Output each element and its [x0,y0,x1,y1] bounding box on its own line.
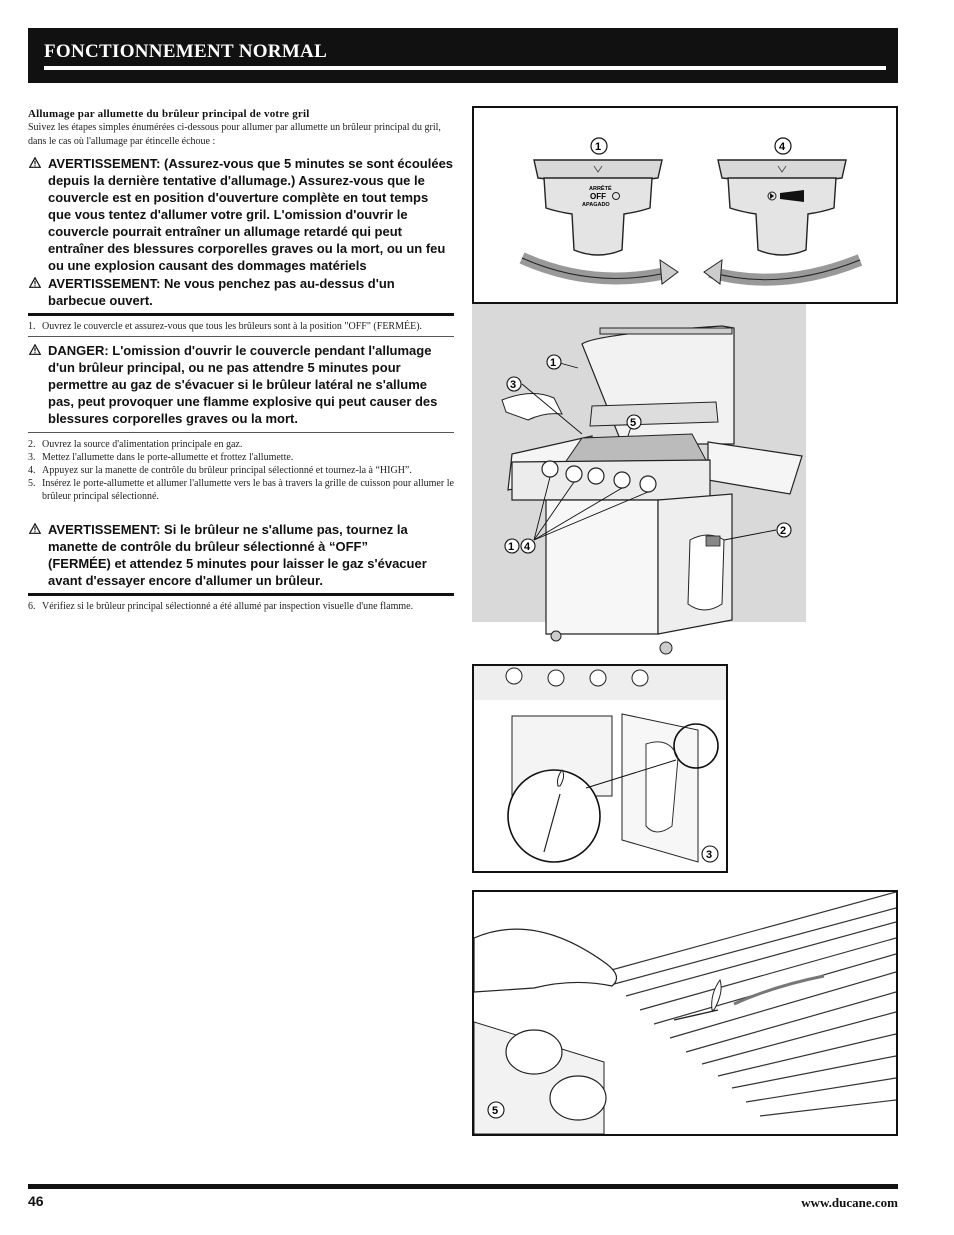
page-header [28,28,898,83]
step-item: 4. Appuyez sur la manette de contrôle du brûleur principal sélectionné et tournez-la à “HIGH”. [28,465,412,476]
svg-text:5: 5 [630,417,637,429]
svg-text:1: 1 [508,541,515,553]
warning-lean [28,275,454,309]
warning-lid-open [28,155,454,274]
warning-triangle-icon [29,523,41,534]
step-item: 1. Ouvrez le couvercle et assurez-vous que tous les brûleurs sont à la position "OFF" (FERMÉE). [28,321,423,332]
figure-knobs [472,106,898,304]
warning-lid-open-text: AVERTISSEMENT: (Assurez-vous que 5 minutes se sont écoulées depuis la dernière tentative d'allumage.) Assurez-vous que le couvercle est en position d'ouverture complète en tout temps que vous tentez d'allumer votre gril. L'omission d'ouvrir le couvercle pourrait entraîner un allumage retardé qui peut entraîner des blessures corporelles graves ou la mort, ou un feu ou une explosion causant des dommages matériels [48,156,454,273]
svg-text:3: 3 [510,379,517,391]
website-link[interactable]: www.ducane.com [801,1195,898,1210]
steps-list-b [28,438,454,503]
step-item: 2. Ouvrez la source d'alimentation principale en gaz. [28,439,243,450]
warning-triangle-icon [29,277,41,288]
figure-match-holder [472,664,728,873]
step-item: 3. Mettez l'allumette dans le porte-allumette et frottez l'allumette. [28,452,294,463]
danger-notice [28,342,454,427]
svg-text:3: 3 [706,849,713,861]
svg-text:1: 1 [550,357,557,369]
danger-notice-text: DANGER: L'omission d'ouvrir le couvercle pendant l'allumage d'un brûleur principal, ou ne pas attendre 5 minutes pour permettre au gaz de s'évacuer si le brûleur latéral ne s'allume pas, peut provoquer une flamme explosive qui peut causer des blessures corporelles graves ou la mort. [48,343,438,426]
svg-text:ARRÊTÉ: ARRÊTÉ [589,186,612,192]
divider [28,336,454,337]
page-title: FONCTIONNEMENT NORMAL [44,41,328,62]
step-item: 6. Vérifiez si le brûleur principal sélectionné a été allumé par inspection visuelle d'une flamme. [28,601,414,612]
svg-text:APAGADO: APAGADO [582,202,610,208]
warning-lean-text: AVERTISSEMENT: Ne vous penchez pas au-dessus d'un barbecue ouvert. [48,276,395,308]
steps-list-a [28,320,454,333]
divider [28,313,454,316]
warning-no-ignite-text: AVERTISSEMENT: Si le brûleur ne s'allume pas, tournez la manette de contrôle du brûleur sélectionné à “OFF” (FERMÉE) et attendez 5 minutes pour laisser le gaz s'évacuer avant d'essayer encore d'allumer un brûleur. [48,522,427,588]
figure-lighting [472,890,898,1136]
step-item: 5. Insérez le porte-allumette et allumer l'allumette vers le bas à travers la grille de cuisson pour allumer le brûleur principal sélectionné. [28,478,454,502]
svg-text:2: 2 [780,525,787,537]
page-number: 46 [28,1193,44,1209]
svg-text:OFF: OFF [590,192,606,201]
instructions-column [28,108,454,613]
section-title: Allumage par allumette du brûleur principal de votre gril [28,108,310,120]
section-intro: Suivez les étapes simples énumérées ci-dessous pour allumer par allumette un brûleur principal du gril, dans le cas où l'allumage par étincelle échoue : [28,122,441,147]
svg-text:4: 4 [524,541,531,553]
footer-rule [28,1184,898,1189]
divider [28,593,454,596]
warning-triangle-icon [29,157,41,168]
svg-text:1: 1 [595,141,602,153]
steps-list-c [28,600,454,613]
figure-grill [472,304,806,660]
warning-no-ignite [28,521,454,589]
warning-triangle-icon [29,344,41,355]
header-rule [44,66,886,70]
svg-text:5: 5 [492,1105,499,1117]
divider [28,432,454,433]
svg-text:4: 4 [779,141,786,153]
knob-off-illustration [522,138,678,284]
knob-high-illustration [704,138,860,284]
